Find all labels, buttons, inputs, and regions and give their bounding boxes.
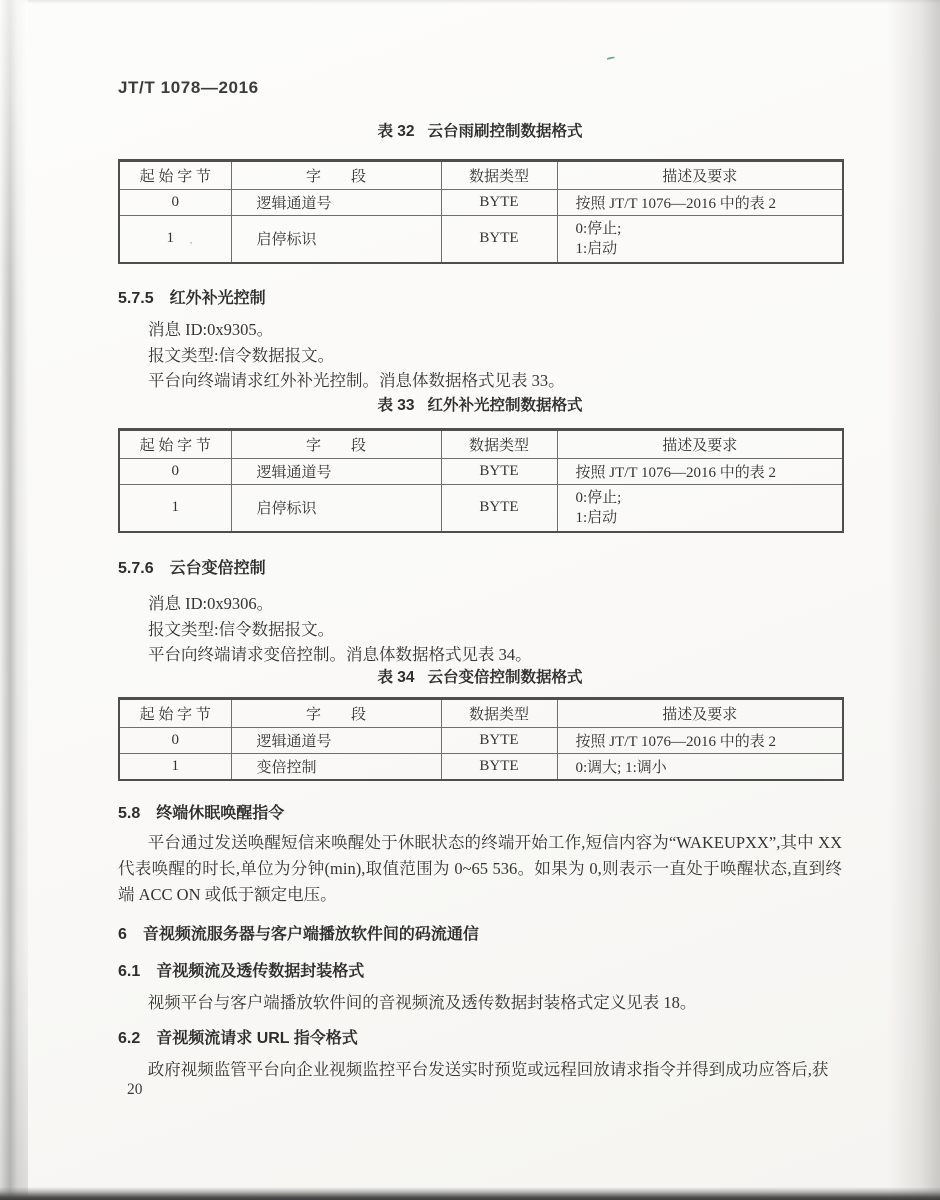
cell-data-type: BYTE — [441, 459, 557, 485]
col-header-start-byte: 起 始 字 节 — [119, 161, 231, 190]
table-row — [119, 459, 843, 485]
col-header-data-type: 数据类型 — [441, 430, 557, 459]
section-number: 6.1 — [118, 963, 141, 980]
cell-data-type: BYTE — [441, 190, 557, 216]
scan-stray-mark: ﹐ — [186, 235, 196, 247]
cell-field: 逻辑通道号 — [231, 190, 441, 216]
cell-start-byte — [119, 216, 231, 263]
section-title: 音视频流及透传数据封装格式 — [156, 963, 365, 980]
document-number: JT/T 1078—2016 — [118, 78, 259, 97]
section-number: 6.2 — [118, 1030, 141, 1047]
section-title: 红外补光控制 — [169, 290, 266, 307]
cell-field: 启停标识 — [231, 485, 441, 532]
col-header-description: 描述及要求 — [557, 161, 843, 190]
description-line: 1:启动 — [575, 240, 618, 257]
cell-description: 按照 JT/T 1076—2016 中的表 2 — [557, 190, 843, 216]
section-number: 5.8 — [118, 805, 141, 822]
cell-field: 逻辑通道号 — [231, 728, 441, 754]
table-caption-title: 红外补光控制数据格式 — [427, 397, 583, 414]
col-header-field: 字 段 — [231, 161, 441, 190]
section-heading-5-7-5 — [118, 285, 266, 308]
paragraph-encapsulation: 视频平台与客户端播放软件间的音视频流及透传数据封装格式定义见表 18。 — [147, 993, 697, 1012]
section-title: 云台变倍控制 — [169, 560, 266, 577]
col-header-data-type: 数据类型 — [441, 161, 557, 190]
table-32 — [118, 159, 844, 264]
table-row — [119, 190, 843, 216]
table-33-caption — [118, 393, 842, 415]
table-33 — [118, 428, 844, 533]
table-caption-title: 云台雨刷控制数据格式 — [427, 123, 583, 140]
section-number: 5.7.5 — [118, 290, 154, 307]
description-line: 0:停止; — [575, 220, 622, 237]
body-line-description: 平台向终端请求变倍控制。消息体数据格式见表 34。 — [148, 645, 532, 664]
paragraph-url-request: 政府视频监管平台向企业视频监控平台发送实时预览或远程回放请求指令并得到成功应答后,获 — [147, 1060, 829, 1079]
col-header-description: 描述及要求 — [557, 430, 843, 459]
section-heading-5-7-6 — [118, 555, 266, 578]
table-header-row — [119, 161, 843, 190]
table-32-caption — [118, 119, 842, 141]
cell-data-type: BYTE — [441, 485, 557, 532]
col-header-field: 字 段 — [231, 430, 441, 459]
description-line: 1:启动 — [575, 509, 618, 526]
cell-value: 1 — [166, 230, 174, 247]
cell-description — [557, 485, 843, 532]
cell-description: 按照 JT/T 1076—2016 中的表 2 — [557, 728, 843, 754]
cell-start-byte: 0 — [119, 728, 231, 754]
table-header-row — [119, 699, 843, 728]
table-caption-label: 表 33 — [377, 397, 415, 414]
table-caption-title: 云台变倍控制数据格式 — [427, 669, 583, 686]
cell-description: 按照 JT/T 1076—2016 中的表 2 — [557, 459, 843, 485]
col-header-start-byte: 起 始 字 节 — [119, 430, 231, 459]
page-number: 20 — [127, 1081, 143, 1098]
cell-start-byte: 1 — [119, 754, 231, 780]
section-heading-6 — [118, 921, 479, 944]
body-line-message-id: 消息 ID:0x9306。 — [148, 594, 274, 613]
section-number: 6 — [118, 926, 127, 943]
cell-field: 逻辑通道号 — [231, 459, 441, 485]
table-34 — [118, 697, 844, 781]
body-line-message-type: 报文类型:信令数据报文。 — [148, 346, 335, 365]
section-heading-6-2 — [118, 1025, 358, 1048]
cell-description: 0:调大; 1:调小 — [557, 754, 843, 780]
scan-edge-top — [0, 0, 940, 4]
section-number: 5.7.6 — [118, 560, 154, 577]
scan-edge-right — [888, 0, 940, 1200]
col-header-description: 描述及要求 — [557, 699, 843, 728]
table-row — [119, 216, 843, 263]
scan-edge-left — [0, 0, 28, 1200]
cell-data-type: BYTE — [441, 754, 557, 780]
section-title: 音视频流请求 URL 指令格式 — [156, 1030, 358, 1047]
table-row — [119, 754, 843, 780]
section-heading-6-1 — [118, 958, 364, 981]
scan-edge-bottom — [0, 1187, 940, 1200]
body-line-message-id: 消息 ID:0x9305。 — [148, 320, 274, 339]
table-header-row — [119, 430, 843, 459]
section-heading-5-8 — [118, 800, 284, 823]
table-row — [119, 485, 843, 532]
paragraph-wakeup: 平台通过发送唤醒短信来唤醒处于休眠状态的终端开始工作,短信内容为“WAKEUPXX”,其中 XX 代表唤醒的时长,单位为分钟(min),取值范围为 0~65 536。如果为 0,则表示一直处于唤醒状态,直到终端 ACC ON 或低于额定电压。 — [118, 833, 842, 904]
section-title: 终端休眠唤醒指令 — [156, 805, 285, 822]
description-line: 0:停止; — [575, 489, 622, 506]
cell-start-byte: 0 — [119, 459, 231, 485]
col-header-field: 字 段 — [231, 699, 441, 728]
body-line-description: 平台向终端请求红外补光控制。消息体数据格式见表 33。 — [148, 371, 565, 390]
body-line-message-type: 报文类型:信令数据报文。 — [148, 620, 335, 639]
cell-data-type: BYTE — [441, 728, 557, 754]
col-header-start-byte: 起 始 字 节 — [119, 699, 231, 728]
cell-field: 启停标识 — [231, 216, 441, 263]
cell-start-byte: 1 — [119, 485, 231, 532]
table-34-caption — [118, 665, 842, 687]
cell-description — [557, 216, 843, 263]
section-title: 音视频流服务器与客户端播放软件间的码流通信 — [142, 926, 479, 943]
table-caption-label: 表 32 — [377, 123, 415, 140]
col-header-data-type: 数据类型 — [441, 699, 557, 728]
cell-data-type: BYTE — [441, 216, 557, 263]
table-row — [119, 728, 843, 754]
cell-field: 变倍控制 — [231, 754, 441, 780]
cell-start-byte: 0 — [119, 190, 231, 216]
table-caption-label: 表 34 — [377, 669, 415, 686]
scan-artifact-mark — [607, 56, 616, 63]
